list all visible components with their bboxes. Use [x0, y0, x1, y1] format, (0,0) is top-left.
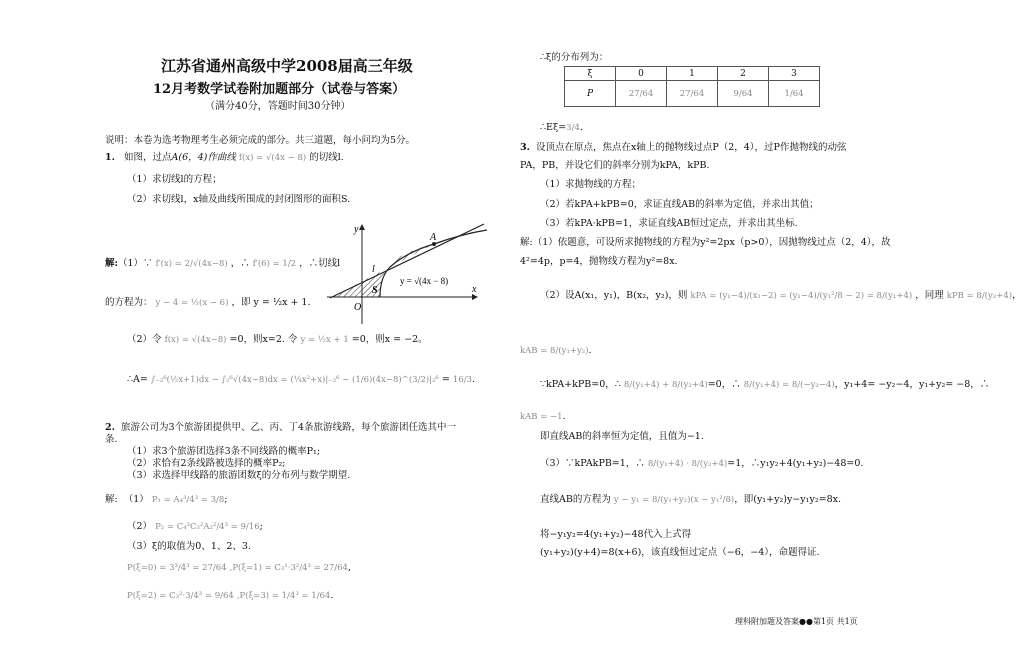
- q2-p2-formula: P₂ = C₄²C₃²A₂²/4³ = 9/16: [155, 522, 260, 532]
- q3-l2-b: =0，∴: [707, 379, 741, 390]
- q1-sol2-b: =0，则x=2. 令: [229, 334, 298, 345]
- prob-2: 9/64: [718, 81, 769, 107]
- q2-sol2: [127, 521, 263, 533]
- label-l: l: [372, 264, 375, 275]
- q1-sol1-e: ，即: [231, 297, 251, 308]
- q3-sol1-line1: 解:（1）依题意，可设所求抛物线的方程为y²=2px（p>0），因抛物线过点（2，4），故: [520, 237, 891, 248]
- q2-s2-a: （2）: [127, 521, 153, 532]
- q3-s3-l2-a: 直线AB的方程为: [540, 494, 611, 505]
- q1-sol2-end: .: [471, 374, 475, 385]
- q3-sol2-line3: [520, 411, 566, 423]
- q2-sol-label: 解:: [105, 494, 118, 505]
- q3-s3-formula: 8/(y₁+4) · 8/(y₂+4): [647, 459, 728, 469]
- paper-subtitle: 12月考数学试卷附加题部分（试卷与答案）: [153, 82, 406, 97]
- q1-number: 1.: [105, 152, 115, 163]
- q3-sol2-line1: [540, 290, 1022, 302]
- q1-slope: f′(6) = 1/2: [252, 259, 297, 269]
- q1-sol2: [127, 334, 428, 346]
- header-xi: ξ: [565, 67, 616, 81]
- q1-area: [127, 374, 475, 386]
- page-footer: 理科附加题及答案●●第1页 共1页: [735, 617, 858, 626]
- q3-part2: （2）若kPA+kPB=0，求证直线AB的斜率为定值，并求出其值；: [540, 199, 819, 210]
- q3-sol2-line2: [540, 379, 989, 391]
- header-1: 1: [667, 67, 718, 81]
- prob-3: 1/64: [769, 81, 820, 107]
- q1-derivative: f′(x) = 2/√(4x−8): [155, 259, 228, 269]
- q3-l2-a: ∵kPA+kPB=0，∴: [540, 379, 621, 390]
- q3-kab-formula: kAB = 8/(y₁+y₂): [520, 346, 589, 356]
- q1-sol2-f2: y = ½x + 1: [300, 335, 349, 345]
- row-label-p: P: [565, 81, 616, 107]
- label-y: y: [354, 224, 359, 235]
- header-3: 3: [769, 67, 820, 81]
- paper-time-note: （满分40分，答题时间30分钟）: [205, 101, 351, 112]
- q2-p3: ,P(ξ=3) = 1/4³ = 1/64: [236, 591, 331, 601]
- q2-p2: P(ξ=2) = C₃²·3/4³ = 9/64: [127, 591, 234, 601]
- q3-l3-end: .: [562, 411, 566, 422]
- q2-sol1: [105, 494, 228, 506]
- q1-sol2-c: =0，则x = −2。: [351, 334, 428, 345]
- q1-curve-formula: f(x) = √(4x − 8): [238, 153, 307, 163]
- expect-value: 3/4: [566, 123, 580, 133]
- q1-tangent-f1: y − 4 = ½(x − 6): [155, 298, 229, 308]
- distribution-table: [564, 66, 820, 107]
- q1-sol2-f1: f(x) = √(4x−8): [164, 335, 227, 345]
- q1-part1: （1）求切线l的方程；: [127, 174, 222, 185]
- q3-kab-line: [520, 345, 592, 357]
- q3-l2-c: ，y₁+4= −y₂−4，y₁+y₂= −8，∴: [834, 379, 990, 390]
- label-s: S: [372, 285, 378, 296]
- q3-stem-line2: PA，PB，并设它们的斜率分别为kPA，kPB.: [520, 160, 710, 171]
- q3-s3-l2-b: ，即(y₁+y₂)y−y₁y₂=8x.: [734, 494, 842, 505]
- q2-p3-end: .: [330, 590, 334, 601]
- q2-part3: （3）求选择甲线路的旅游团数ξ的分布列与数学期望.: [127, 470, 351, 481]
- q2-part2: （2）求恰有2条线路被选择的概率P₂;: [127, 458, 286, 469]
- expect-a: ∴Eξ=: [540, 122, 567, 133]
- instructions: 说明：本卷为选考物理考生必须完成的部分。共三道题，每小问均为5分。: [105, 135, 416, 146]
- q1-sol2-a: （2）令: [127, 334, 162, 345]
- q3-sol2-line4: 即直线AB的斜率恒为定值，且值为−1.: [540, 431, 704, 442]
- q2-p0: P(ξ=0) = 3³/4³ = 27/64: [127, 563, 227, 573]
- curve-label: y = √(4x − 8): [400, 276, 449, 286]
- label-origin: O: [354, 302, 362, 313]
- q2-s1-end: ;: [224, 494, 228, 505]
- q1-sol2-d: ∴A=: [127, 374, 148, 385]
- q2-s1-a: （1）: [123, 494, 149, 505]
- q2-p1-formula: P₁ = A₄³/4³ = 3/8: [151, 495, 225, 505]
- q3-sol1-line2: 4²=4p，p=4，抛物线方程为y²=8x.: [520, 256, 678, 267]
- q1-figure: [322, 222, 492, 332]
- expectation: [540, 122, 583, 134]
- q2-p2-p3: [127, 590, 333, 602]
- q3-stem-line1: [520, 142, 846, 154]
- q3-l2-f2: 8/(y₁+4) = 8/(−y₂−4): [743, 380, 835, 390]
- q3-stem-text1: 设顶点在原点，焦点在x轴上的抛物线过点P（2，4），过P作抛物线的动弦: [535, 142, 847, 153]
- expect-end: .: [579, 122, 583, 133]
- y-axis-arrow: [359, 224, 365, 230]
- q2-stem-line2: 条.: [105, 434, 118, 445]
- q3-l2-f1: 8/(y₁+4) + 8/(y₂+4): [623, 380, 708, 390]
- q2-stem-line1: 旅游公司为3个旅游团提供甲、乙、丙、丁4条旅游线路，每个旅游团任选其中一: [120, 422, 457, 433]
- table-row: [565, 81, 820, 107]
- q3-s2-c: ，: [1012, 290, 1022, 301]
- q3-kpb-formula: kPB = 8/(y₂+4): [946, 291, 1013, 301]
- q1-sol1-end: .: [307, 297, 311, 308]
- dist-caption: ∴ξ的分布列为：: [540, 52, 609, 63]
- q3-s3-a: （3）∵kPAkPB=1，∴: [540, 458, 645, 469]
- table-row: [565, 67, 820, 81]
- label-x: x: [472, 284, 477, 295]
- q1-stem-b: A(6，4)作曲线: [171, 152, 236, 163]
- q3-part1: （1）求抛物线的方程；: [540, 179, 642, 190]
- q3-kpa-formula: kPA = (y₁−4)/(x₁−2) = (y₁−4)/(y₁²/8 − 2) = 8/(y₁+4): [690, 291, 913, 301]
- q2-part1: （1）求3个旅游团选择3条不同线路的概率P₁;: [127, 446, 321, 457]
- q1-sol1-b: ，∴: [230, 258, 250, 269]
- q3-sol3-line4: (y₁+y₂)(y+4)=8(x+6)，该直线恒过定点（−6，−4），命题得证.: [540, 547, 820, 558]
- q1-sol-label: 解:: [105, 258, 119, 269]
- q2-p1-end: ,: [347, 562, 351, 573]
- q3-sol3-line3: 将−y₁y₂=4(y₁+y₂)−48代入上式得: [540, 529, 692, 540]
- q1-sol1-a: （1）∵: [118, 258, 153, 269]
- q1-stem: [105, 152, 344, 164]
- q1-stem-c: 的切线l.: [309, 152, 344, 163]
- q3-s2-b: ，同理: [915, 290, 944, 301]
- paper-title: 江苏省通州高级中学2008届高三年级: [161, 57, 413, 75]
- q2-number: 2.: [105, 422, 115, 433]
- q1-stem-a: 如图，过点: [123, 152, 172, 163]
- q2-s2-end: ;: [259, 521, 263, 532]
- q3-kab-value: kAB = −1: [520, 412, 563, 422]
- q1-sol2-e: =: [441, 374, 450, 385]
- q1-tangent-eq: [105, 297, 311, 309]
- q3-s2-a: （2）设A(x₁，y₁)，B(x₂，y₂)，则: [540, 290, 688, 301]
- q1-sol1-c: ，∴切线l: [299, 258, 341, 269]
- q3-s2-d: .: [588, 345, 592, 356]
- q1-tangent-f2: y = ½x + 1: [253, 297, 308, 308]
- q3-sol3-line1: [540, 458, 863, 470]
- q2-p1: ,P(ξ=1) = C₃¹·3²/4³ = 27/64: [229, 563, 348, 573]
- q3-line-ab-formula: y − y₁ = 8/(y₁+y₂)(x − y₁²/8): [613, 495, 735, 505]
- q3-part3: （3）若kPA·kPB=1，求证直线AB恒过定点，并求出其坐标.: [540, 218, 798, 229]
- q3-number: 3.: [520, 142, 530, 153]
- q2-stem: [105, 422, 456, 434]
- q1-part2: （2）求切线l，x轴及曲线所围成的封闭图形的面积S.: [127, 194, 351, 205]
- header-2: 2: [718, 67, 769, 81]
- q1-sol1: [105, 258, 340, 270]
- label-a: A: [430, 232, 437, 243]
- q3-s3-b: =1，∴y₁y₂+4(y₁+y₂)−48=0.: [727, 458, 864, 469]
- q2-p0-p1: [127, 562, 351, 574]
- q1-sol1-d: 的方程为：: [105, 297, 153, 308]
- prob-0: 27/64: [616, 81, 667, 107]
- q1-area-value: 16/3: [452, 375, 472, 385]
- q3-sol3-line2: [540, 494, 841, 506]
- q1-integral: ∫₋₂⁶(½x+1)dx − ∫₂⁶√(4x−8)dx = (¼x²+x)|₋₂⁶ − (1/6)(4x−8)^(3/2)|₂⁶: [150, 375, 439, 385]
- q2-sol3: （3）ξ的取值为0、1、2、3.: [127, 541, 251, 552]
- header-0: 0: [616, 67, 667, 81]
- prob-1: 27/64: [667, 81, 718, 107]
